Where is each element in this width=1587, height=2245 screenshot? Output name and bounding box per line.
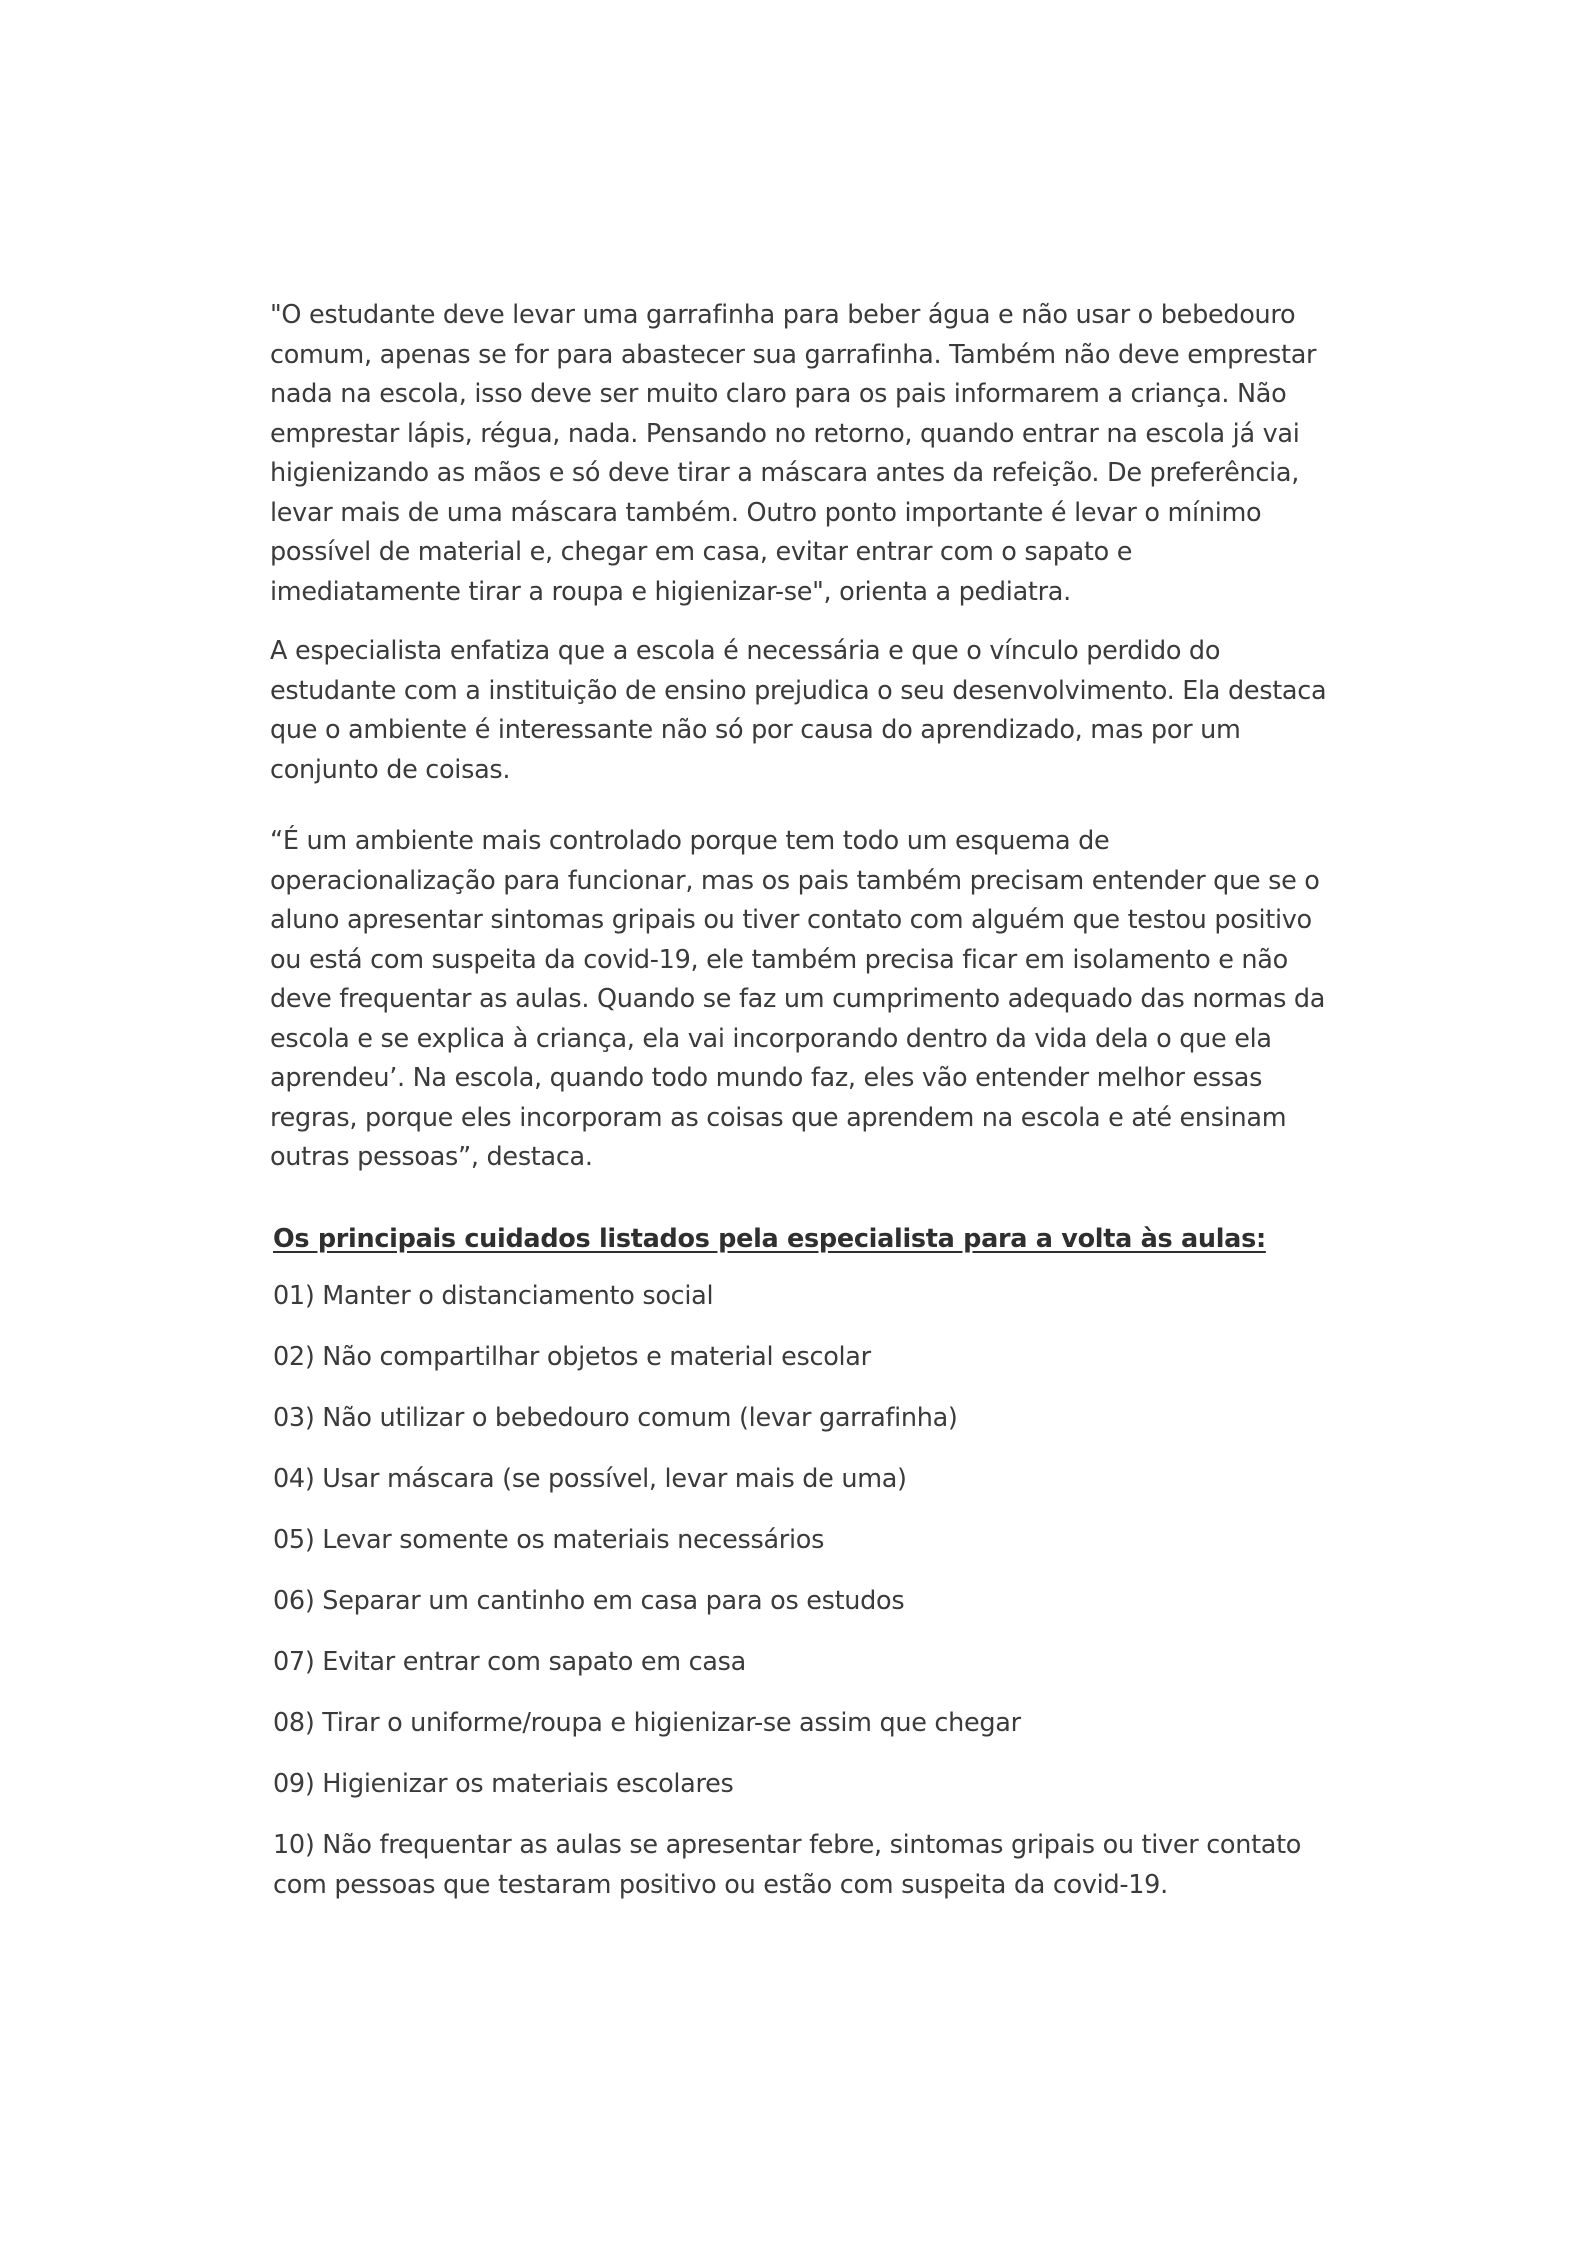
list-item: 07) Evitar entrar com sapato em casa — [273, 1647, 746, 1677]
paragraph-quote-pediatra: "O estudante deve levar uma garrafinha para beber água e não usar o bebedouro comum, apenas se for para abastecer sua garrafinha. Também não deve emprestar nada na escola, isso deve ser muito claro para os pais informarem a criança. Não emprestar lápis, régua, nada. Pensando no retorno, quando entrar na escola já vai higienizando as mãos e só deve tirar a máscara antes da refeição. De preferência, levar mais de uma máscara também. Outro ponto importante é levar o mínimo possível de material e, chegar em casa, evitar entrar com o sapato e imediatamente tirar a roupa e higienizar-se", orienta a pediatra. — [270, 300, 1317, 607]
list-heading: Os principais cuidados listados pela especialista para a volta às aulas: — [273, 1223, 1266, 1254]
list-item: 02) Não compartilhar objetos e material escolar — [273, 1342, 871, 1372]
list-item: 05) Levar somente os materiais necessários — [273, 1525, 825, 1555]
paragraph-quote-ambiente: “É um ambiente mais controlado porque tem todo um esquema de operacionalização para funcionar, mas os pais também precisam entender que se o aluno apresentar sintomas gripais ou tiver contato com alguém que testou positivo ou está com suspeita da covid-19, ele também precisa ficar em isolamento e não deve frequentar as aulas. Quando se faz um cumprimento adequado das normas da escola e se explica à criança, ela vai incorporando dentro da vida dela o que ela aprendeu’. Na escola, quando todo mundo faz, eles vão entender melhor essas regras, porque eles incorporam as coisas que aprendem na escola e até ensinam outras pessoas”, destaca. — [270, 826, 1326, 1172]
list-item: 08) Tirar o uniforme/roupa e higienizar-se assim que chegar — [273, 1708, 1021, 1738]
list-item: 06) Separar um cantinho em casa para os estudos — [273, 1586, 905, 1616]
list-item: 10) Não frequentar as aulas se apresentar febre, sintomas gripais ou tiver contato com pessoas que testaram positivo ou estão com suspeita da covid-19. — [273, 1830, 1302, 1900]
list-item: 09) Higienizar os materiais escolares — [273, 1769, 734, 1799]
care-list — [270, 1277, 1330, 1905]
paragraph-especialista: A especialista enfatiza que a escola é necessária e que o vínculo perdido do estudante com a instituição de ensino prejudica o seu desenvolvimento. Ela destaca que o ambiente é interessante não só por causa do aprendizado, mas por um conjunto de coisas. — [270, 636, 1327, 785]
document-body — [270, 296, 1330, 1905]
list-item: 03) Não utilizar o bebedouro comum (levar garrafinha) — [273, 1403, 958, 1433]
list-item: 04) Usar máscara (se possível, levar mais de uma) — [273, 1464, 907, 1494]
list-item: 01) Manter o distanciamento social — [273, 1281, 714, 1311]
